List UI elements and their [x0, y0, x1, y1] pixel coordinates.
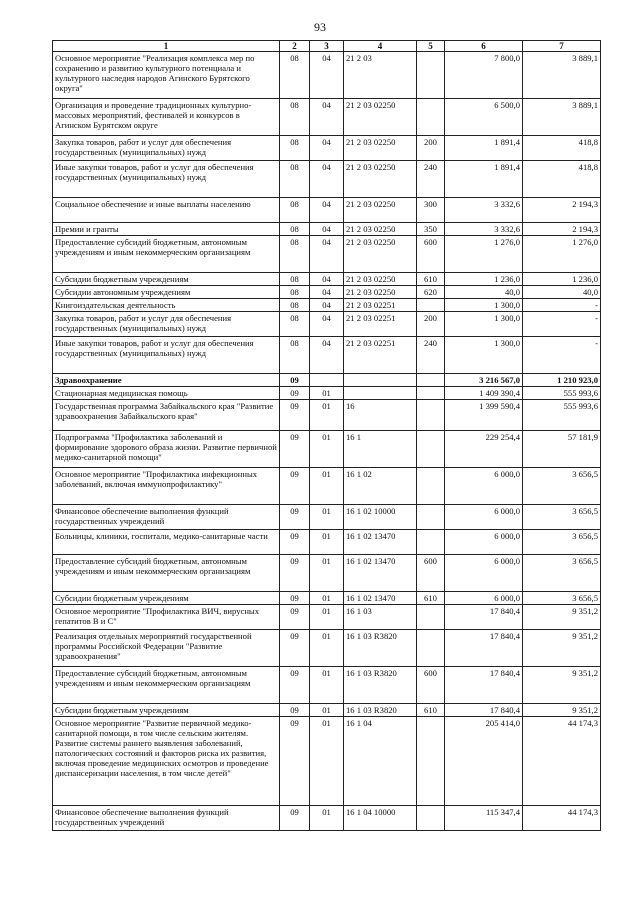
- row-name-cell: Субсидии автономным учреждениям: [53, 286, 280, 299]
- target-article-cell: 21 2 03 02250: [344, 136, 417, 161]
- section-cell: 09: [280, 374, 310, 387]
- subsection-cell: 04: [310, 273, 344, 286]
- expense-type-cell: 200: [417, 312, 445, 337]
- table-row: [53, 400, 601, 431]
- budget-table: [52, 40, 601, 831]
- amount-cell: 1 236,0: [445, 273, 523, 286]
- row-name-cell: Стационарная медицинская помощь: [53, 387, 280, 400]
- subsection-cell: 01: [310, 530, 344, 555]
- subsection-cell: 04: [310, 236, 344, 273]
- row-name-cell: Книгоиздательская деятельность: [53, 299, 280, 312]
- expense-type-cell: [417, 374, 445, 387]
- amount-cell: 17 840,4: [445, 667, 523, 704]
- subsection-cell: 01: [310, 592, 344, 605]
- table-row: [53, 136, 601, 161]
- section-cell: 09: [280, 387, 310, 400]
- subsection-cell: 04: [310, 52, 344, 99]
- column-header: 3: [310, 41, 344, 52]
- expense-type-cell: 610: [417, 273, 445, 286]
- expense-type-cell: [417, 505, 445, 530]
- row-name-cell: Предоставление субсидий бюджетным, автономным учреждениям и иным некоммерческим организациям: [53, 236, 280, 273]
- amount-executed-cell: 44 174,3: [523, 717, 601, 806]
- table-row: [53, 387, 601, 400]
- amount-cell: 1 399 590,4: [445, 400, 523, 431]
- table-row: [53, 337, 601, 374]
- section-cell: 09: [280, 505, 310, 530]
- amount-executed-cell: -: [523, 337, 601, 374]
- subsection-cell: 01: [310, 667, 344, 704]
- section-cell: 09: [280, 555, 310, 592]
- section-cell: 08: [280, 299, 310, 312]
- table-row: [53, 52, 601, 99]
- section-cell: 08: [280, 273, 310, 286]
- column-header: 2: [280, 41, 310, 52]
- target-article-cell: 16 1 03 R3820: [344, 667, 417, 704]
- section-cell: 08: [280, 198, 310, 223]
- column-header: 1: [53, 41, 280, 52]
- amount-executed-cell: 9 351,2: [523, 630, 601, 667]
- amount-executed-cell: 3 656,5: [523, 505, 601, 530]
- row-name-cell: Основное мероприятие "Развитие первичной медико-санитарной помощи, в том числе сельским жителям. Развитие системы раннего выявления заболеваний, патологических состояний и факторов риска их развития, включая проведение медицинских осмотров и проведение диспансеризации населения, в том числе детей": [53, 717, 280, 806]
- subsection-cell: 04: [310, 312, 344, 337]
- target-article-cell: [344, 387, 417, 400]
- target-article-cell: 16 1: [344, 431, 417, 468]
- amount-cell: 229 254,4: [445, 431, 523, 468]
- amount-executed-cell: -: [523, 312, 601, 337]
- amount-executed-cell: 40,0: [523, 286, 601, 299]
- table-row: [53, 198, 601, 223]
- target-article-cell: 16 1 04 10000: [344, 806, 417, 831]
- row-name-cell: Иные закупки товаров, работ и услуг для обеспечения государственных (муниципальных) нужд: [53, 337, 280, 374]
- row-name-cell: Премии и гранты: [53, 223, 280, 236]
- amount-cell: 6 000,0: [445, 592, 523, 605]
- table-row: [53, 236, 601, 273]
- expense-type-cell: [417, 387, 445, 400]
- row-name-cell: Субсидии бюджетным учреждениям: [53, 704, 280, 717]
- target-article-cell: 16 1 02 13470: [344, 555, 417, 592]
- section-cell: 09: [280, 704, 310, 717]
- expense-type-cell: 600: [417, 667, 445, 704]
- expense-type-cell: [417, 431, 445, 468]
- subsection-cell: 01: [310, 505, 344, 530]
- amount-cell: 1 276,0: [445, 236, 523, 273]
- amount-executed-cell: 418,8: [523, 136, 601, 161]
- target-article-cell: 21 2 03 02250: [344, 286, 417, 299]
- subsection-cell: 04: [310, 223, 344, 236]
- subsection-cell: 01: [310, 431, 344, 468]
- expense-type-cell: 600: [417, 236, 445, 273]
- amount-executed-cell: 57 181,9: [523, 431, 601, 468]
- amount-executed-cell: 418,8: [523, 161, 601, 198]
- amount-cell: 6 000,0: [445, 555, 523, 592]
- table-row: [53, 505, 601, 530]
- expense-type-cell: [417, 299, 445, 312]
- row-name-cell: Организация и проведение традиционных культурно-массовых мероприятий, фестивалей и конкурсов в Агинском Бурятском округе: [53, 99, 280, 136]
- amount-cell: 1 300,0: [445, 337, 523, 374]
- amount-cell: 1 409 390,4: [445, 387, 523, 400]
- table-row: [53, 99, 601, 136]
- amount-executed-cell: 1 276,0: [523, 236, 601, 273]
- row-name-cell: Финансовое обеспечение выполнения функций государственных учреждений: [53, 505, 280, 530]
- subsection-cell: 04: [310, 299, 344, 312]
- section-cell: 08: [280, 312, 310, 337]
- table-row: [53, 161, 601, 198]
- table-row: [53, 286, 601, 299]
- table-row: [53, 374, 601, 387]
- subsection-cell: 04: [310, 337, 344, 374]
- target-article-cell: 16 1 04: [344, 717, 417, 806]
- section-cell: 08: [280, 236, 310, 273]
- section-cell: 09: [280, 605, 310, 630]
- target-article-cell: 16 1 03: [344, 605, 417, 630]
- amount-cell: 40,0: [445, 286, 523, 299]
- section-cell: 09: [280, 806, 310, 831]
- amount-cell: 1 300,0: [445, 312, 523, 337]
- target-article-cell: 21 2 03 02250: [344, 223, 417, 236]
- table-row: [53, 555, 601, 592]
- expense-type-cell: 610: [417, 592, 445, 605]
- table-row: [53, 431, 601, 468]
- section-cell: 09: [280, 717, 310, 806]
- page-number: 93: [314, 20, 326, 34]
- subsection-cell: 01: [310, 717, 344, 806]
- row-name-cell: Подпрограмма "Профилактика заболеваний и формирование здорового образа жизни. Развитие первичной медико-санитарной помощи": [53, 431, 280, 468]
- row-name-cell: Государственная программа Забайкальского края "Развитие здравоохранения Забайкальского края": [53, 400, 280, 431]
- row-name-cell: Основное мероприятие "Реализация комплекса мер по сохранению и развитию культурного потенциала и культурного наследия народов Агинского Бурятского округа": [53, 52, 280, 99]
- target-article-cell: 21 2 03 02250: [344, 161, 417, 198]
- table-row: [53, 468, 601, 505]
- target-article-cell: 21 2 03 02250: [344, 99, 417, 136]
- amount-cell: 6 000,0: [445, 505, 523, 530]
- table-row: [53, 273, 601, 286]
- subsection-cell: 01: [310, 555, 344, 592]
- table-row: [53, 223, 601, 236]
- target-article-cell: 16 1 03 R3820: [344, 704, 417, 717]
- section-cell: 08: [280, 337, 310, 374]
- target-article-cell: 16 1 03 R3820: [344, 630, 417, 667]
- section-cell: 09: [280, 468, 310, 505]
- expense-type-cell: 610: [417, 704, 445, 717]
- row-name-cell: Финансовое обеспечение выполнения функций государственных учреждений: [53, 806, 280, 831]
- row-name-cell: Больницы, клиники, госпитали, медико-санитарные части: [53, 530, 280, 555]
- amount-executed-cell: 9 351,2: [523, 605, 601, 630]
- amount-executed-cell: 3 656,5: [523, 468, 601, 505]
- expense-type-cell: [417, 605, 445, 630]
- expense-type-cell: 240: [417, 337, 445, 374]
- expense-type-cell: 300: [417, 198, 445, 223]
- expense-type-cell: 600: [417, 555, 445, 592]
- expense-type-cell: [417, 630, 445, 667]
- amount-cell: 1 300,0: [445, 299, 523, 312]
- row-name-cell: Субсидии бюджетным учреждениям: [53, 592, 280, 605]
- table-row: [53, 667, 601, 704]
- amount-executed-cell: 2 194,3: [523, 223, 601, 236]
- amount-cell: 17 840,4: [445, 630, 523, 667]
- column-header: 6: [445, 41, 523, 52]
- row-name-cell: Здравоохранение: [53, 374, 280, 387]
- column-header: 7: [523, 41, 601, 52]
- table-row: [53, 717, 601, 806]
- table-row: [53, 806, 601, 831]
- target-article-cell: 16 1 02: [344, 468, 417, 505]
- subsection-cell: 04: [310, 286, 344, 299]
- expense-type-cell: [417, 99, 445, 136]
- row-name-cell: Социальное обеспечение и иные выплаты населению: [53, 198, 280, 223]
- target-article-cell: 21 2 03: [344, 52, 417, 99]
- amount-executed-cell: 1 210 923,0: [523, 374, 601, 387]
- expense-type-cell: 240: [417, 161, 445, 198]
- row-name-cell: Реализация отдельных мероприятий государственной программы Российской Федерации "Развитие здравоохранения": [53, 630, 280, 667]
- amount-cell: 3 332,6: [445, 223, 523, 236]
- subsection-cell: 04: [310, 99, 344, 136]
- target-article-cell: 21 2 03 02251: [344, 312, 417, 337]
- target-article-cell: 21 2 03 02251: [344, 337, 417, 374]
- amount-cell: 205 414,0: [445, 717, 523, 806]
- section-cell: 08: [280, 286, 310, 299]
- row-name-cell: Основное мероприятие "Профилактика инфекционных заболеваний, включая иммунопрофилактику": [53, 468, 280, 505]
- section-cell: 09: [280, 667, 310, 704]
- expense-type-cell: [417, 400, 445, 431]
- table-row: [53, 704, 601, 717]
- column-header: 5: [417, 41, 445, 52]
- section-cell: 09: [280, 630, 310, 667]
- row-name-cell: Закупка товаров, работ и услуг для обеспечения государственных (муниципальных) нужд: [53, 136, 280, 161]
- amount-executed-cell: 9 351,2: [523, 704, 601, 717]
- amount-cell: 3 332,6: [445, 198, 523, 223]
- section-cell: 08: [280, 161, 310, 198]
- subsection-cell: 04: [310, 136, 344, 161]
- subsection-cell: 01: [310, 468, 344, 505]
- target-article-cell: 16: [344, 400, 417, 431]
- section-cell: 09: [280, 431, 310, 468]
- amount-cell: 1 891,4: [445, 136, 523, 161]
- target-article-cell: 16 1 02 13470: [344, 592, 417, 605]
- amount-cell: 7 800,0: [445, 52, 523, 99]
- amount-executed-cell: 555 993,6: [523, 387, 601, 400]
- section-cell: 08: [280, 99, 310, 136]
- target-article-cell: 21 2 03 02250: [344, 198, 417, 223]
- target-article-cell: 16 1 02 13470: [344, 530, 417, 555]
- row-name-cell: Субсидии бюджетным учреждениям: [53, 273, 280, 286]
- amount-cell: 17 840,4: [445, 704, 523, 717]
- amount-executed-cell: 3 889,1: [523, 52, 601, 99]
- section-cell: 09: [280, 530, 310, 555]
- amount-cell: 6 000,0: [445, 468, 523, 505]
- row-name-cell: Предоставление субсидий бюджетным, автономным учреждениям и иным некоммерческим организациям: [53, 555, 280, 592]
- amount-executed-cell: 3 656,5: [523, 530, 601, 555]
- header-row: [53, 41, 601, 52]
- subsection-cell: 01: [310, 630, 344, 667]
- amount-cell: 1 891,4: [445, 161, 523, 198]
- amount-executed-cell: 3 656,5: [523, 592, 601, 605]
- amount-cell: 6 000,0: [445, 530, 523, 555]
- section-cell: 09: [280, 592, 310, 605]
- section-cell: 08: [280, 52, 310, 99]
- target-article-cell: 21 2 03 02250: [344, 273, 417, 286]
- column-header: 4: [344, 41, 417, 52]
- subsection-cell: 01: [310, 806, 344, 831]
- table-row: [53, 312, 601, 337]
- table-row: [53, 605, 601, 630]
- subsection-cell: 04: [310, 198, 344, 223]
- subsection-cell: [310, 374, 344, 387]
- target-article-cell: 16 1 02 10000: [344, 505, 417, 530]
- amount-executed-cell: -: [523, 299, 601, 312]
- row-name-cell: Основное мероприятие "Профилактика ВИЧ, вирусных гепатитов В и С": [53, 605, 280, 630]
- amount-cell: 3 216 567,0: [445, 374, 523, 387]
- target-article-cell: 21 2 03 02251: [344, 299, 417, 312]
- amount-cell: 17 840,4: [445, 605, 523, 630]
- table-row: [53, 592, 601, 605]
- section-cell: 08: [280, 136, 310, 161]
- table-row: [53, 530, 601, 555]
- row-name-cell: Иные закупки товаров, работ и услуг для обеспечения государственных (муниципальных) нужд: [53, 161, 280, 198]
- expense-type-cell: [417, 468, 445, 505]
- expense-type-cell: [417, 52, 445, 99]
- table-row: [53, 299, 601, 312]
- expense-type-cell: [417, 530, 445, 555]
- expense-type-cell: 350: [417, 223, 445, 236]
- expense-type-cell: [417, 806, 445, 831]
- subsection-cell: 01: [310, 400, 344, 431]
- amount-executed-cell: 44 174,3: [523, 806, 601, 831]
- amount-executed-cell: 555 993,6: [523, 400, 601, 431]
- target-article-cell: [344, 374, 417, 387]
- amount-cell: 115 347,4: [445, 806, 523, 831]
- expense-type-cell: [417, 717, 445, 806]
- subsection-cell: 01: [310, 605, 344, 630]
- amount-cell: 6 500,0: [445, 99, 523, 136]
- amount-executed-cell: 3 889,1: [523, 99, 601, 136]
- subsection-cell: 01: [310, 704, 344, 717]
- row-name-cell: Предоставление субсидий бюджетным, автономным учреждениям и иным некоммерческим организациям: [53, 667, 280, 704]
- expense-type-cell: 200: [417, 136, 445, 161]
- section-cell: 09: [280, 400, 310, 431]
- subsection-cell: 01: [310, 387, 344, 400]
- section-cell: 08: [280, 223, 310, 236]
- subsection-cell: 04: [310, 161, 344, 198]
- amount-executed-cell: 1 236,0: [523, 273, 601, 286]
- amount-executed-cell: 9 351,2: [523, 667, 601, 704]
- expense-type-cell: 620: [417, 286, 445, 299]
- amount-executed-cell: 2 194,3: [523, 198, 601, 223]
- target-article-cell: 21 2 03 02250: [344, 236, 417, 273]
- amount-executed-cell: 3 656,5: [523, 555, 601, 592]
- table-row: [53, 630, 601, 667]
- row-name-cell: Закупка товаров, работ и услуг для обеспечения государственных (муниципальных) нужд: [53, 312, 280, 337]
